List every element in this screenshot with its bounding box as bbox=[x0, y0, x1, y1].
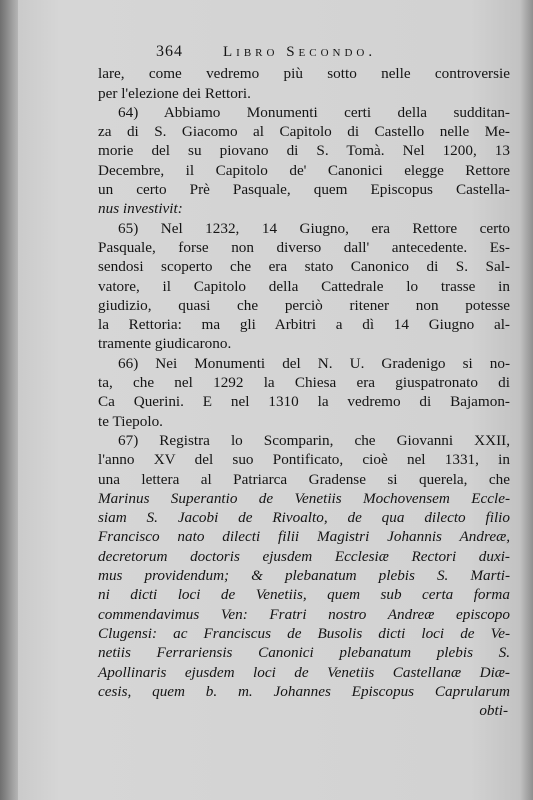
text-line: 64) Abbiamo Monumenti certi della sudditan- bbox=[118, 103, 510, 121]
text-line: per l'elezione dei Rettori. bbox=[98, 84, 251, 102]
catchword: obti- bbox=[479, 702, 508, 720]
text-line: za di S. Giacomo al Capitolo di Castello nelle Me- bbox=[98, 123, 510, 141]
text-line: lare, come vedremo più sotto nelle controversie bbox=[98, 65, 510, 83]
text-line: cesis, quem b. m. Johannes Episcopus Caprularum bbox=[98, 682, 510, 700]
running-header bbox=[156, 42, 510, 62]
text-line: netiis Ferrariensis Canonici plebanatum plebis S. bbox=[98, 644, 510, 662]
text-line: l'anno XV del suo Pontificato, cioè nel 1331, in bbox=[98, 451, 510, 469]
running-title: Libro Secondo. bbox=[223, 44, 377, 60]
text-line: vatore, il Capitolo della Cattedrale lo trasse in bbox=[98, 277, 510, 295]
text-line: 65) Nel 1232, 14 Giugno, era Rettore certo bbox=[118, 219, 510, 237]
text-line: tramente giudicarono. bbox=[98, 335, 232, 353]
text-line: nus investivit: bbox=[98, 200, 183, 218]
text-line: ni dicti loci de Venetiis, quem sub certa forma bbox=[98, 586, 510, 604]
text-line: ta, che nel 1292 la Chiesa era giuspatronato di bbox=[98, 374, 510, 392]
text-line: decretorum doctoris ejusdem Ecclesiæ Rectori duxi- bbox=[98, 547, 510, 565]
text-line: Marinus Superantio de Venetiis Mochovensem Eccle- bbox=[98, 489, 510, 507]
text-line: commendavimus Ven: Fratri nostro Andreæ episcopo bbox=[98, 605, 510, 623]
text-line: Pasquale, forse non diverso dall' antecedente. Es- bbox=[98, 238, 510, 256]
text-line: te Tiepolo. bbox=[98, 412, 163, 430]
body-text bbox=[98, 64, 510, 701]
text-line: 67) Registra lo Scomparin, che Giovanni XXII, bbox=[118, 431, 510, 449]
text-line: Clugensi: ac Franciscus de Busolis dicti loci de Ve- bbox=[98, 624, 510, 642]
text-line: morie del su piovano di S. Tomà. Nel 1200, 13 bbox=[98, 142, 510, 160]
page-gutter-shadow bbox=[0, 0, 18, 800]
page-text-block bbox=[98, 42, 510, 720]
text-line: un certo Prè Pasquale, quem Episcopus Castella- bbox=[98, 181, 510, 199]
text-line: mus providendum; & plebanatum plebis S. Marti- bbox=[98, 567, 510, 585]
text-line: sendosi scoperto che era stato Canonico di S. Sal- bbox=[98, 258, 510, 276]
text-line: Apollinaris ejusdem loci de Venetiis Castellanæ Diæ- bbox=[98, 663, 510, 681]
text-line: la Rettoria: ma gli Arbitri a dì 14 Giugno al- bbox=[98, 316, 510, 334]
text-line: Ca Querini. E nel 1310 la vedremo di Bajamon- bbox=[98, 393, 510, 411]
text-line: giudizio, quasi che perciò ritener non potesse bbox=[98, 296, 510, 314]
text-line: Francisco nato dilecti filii Magistri Johannis Andreæ, bbox=[98, 528, 510, 546]
text-line: una lettera al Patriarca Gradense si querela, che bbox=[98, 470, 510, 488]
text-line: 66) Nei Monumenti del N. U. Gradenigo si no- bbox=[118, 354, 510, 372]
text-line: Decembre, il Capitolo de' Canonici elegge Rettore bbox=[98, 161, 510, 179]
text-line: siam S. Jacobi de Rivoalto, de qua dilecto filio bbox=[98, 509, 510, 527]
page-number: 364 bbox=[156, 43, 183, 60]
